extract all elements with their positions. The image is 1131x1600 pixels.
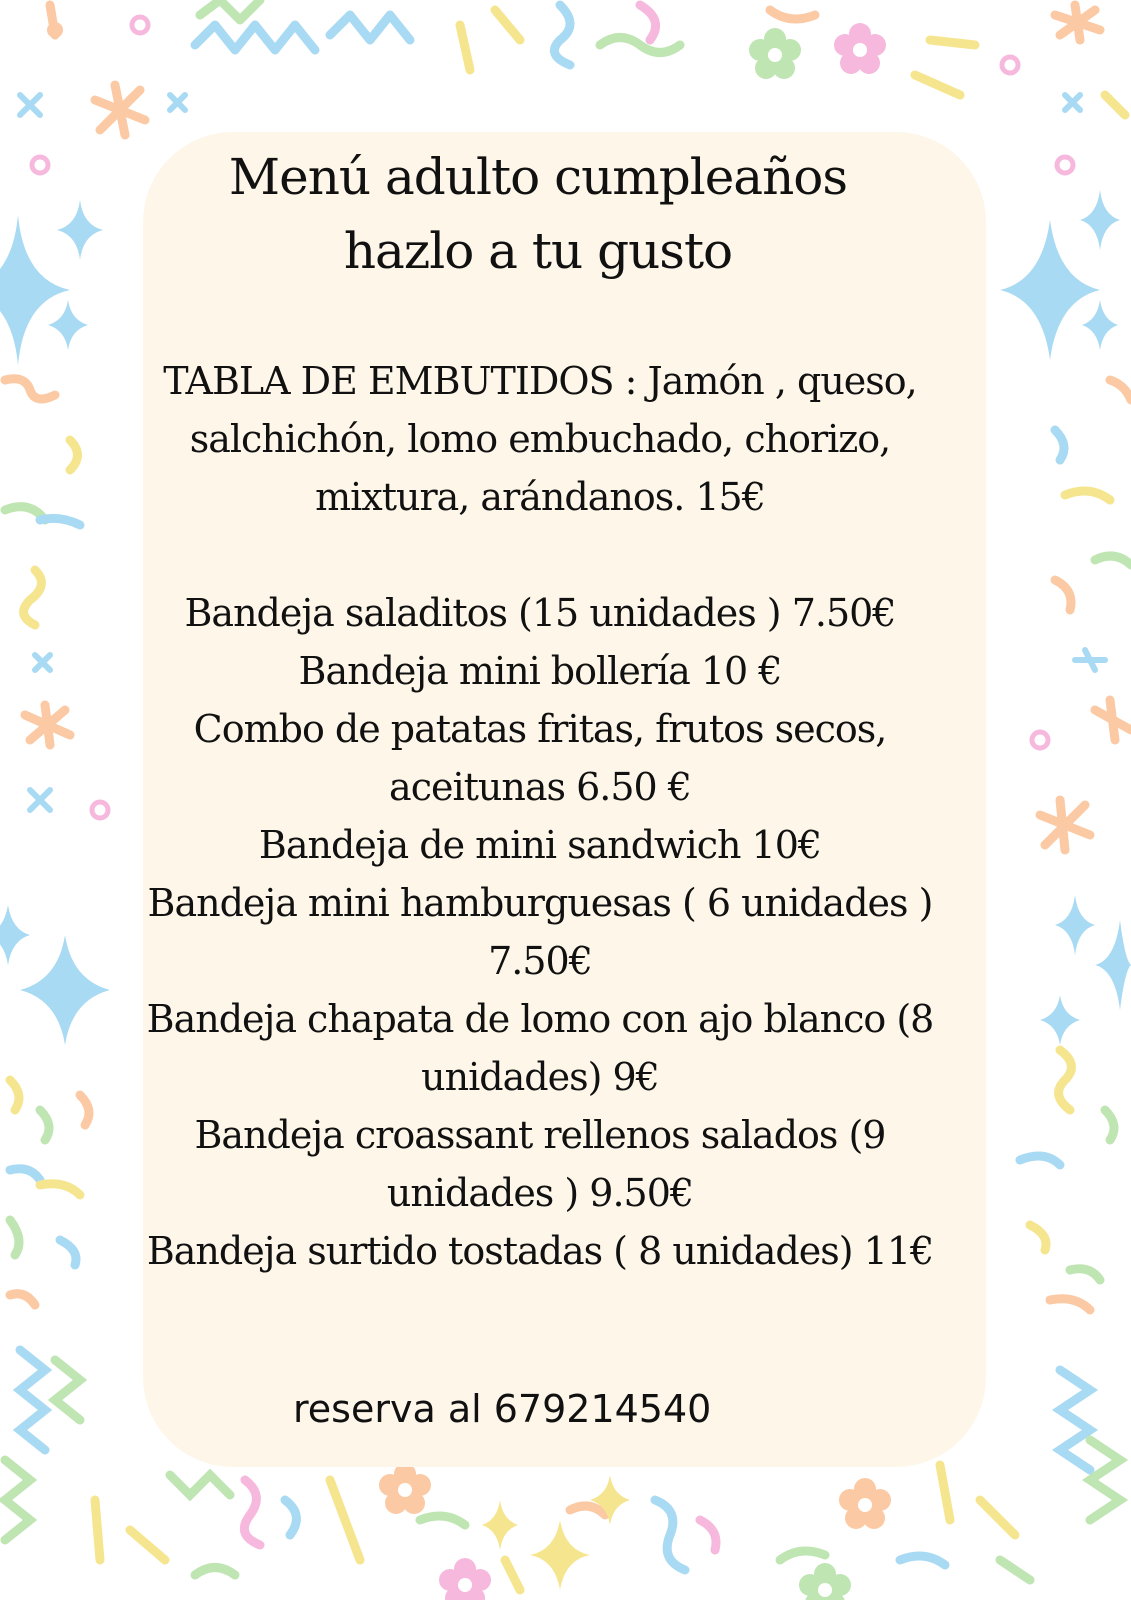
menu-title xyxy=(143,140,933,288)
menu-item-line: Bandeja mini bollería 10 € xyxy=(298,649,782,693)
menu-item-line: Bandeja surtido tostadas ( 8 unidades) 11€ xyxy=(146,1229,934,1273)
menu-item-line: Combo de patatas fritas, frutos secos, xyxy=(193,707,887,751)
tabla-line: mixtura, arándanos. 15€ xyxy=(315,475,765,519)
title-line: Menú adulto cumpleaños xyxy=(228,148,848,206)
menu-item-line: Bandeja de mini sandwich 10€ xyxy=(258,823,822,867)
menu-item-line: Bandeja mini hamburguesas ( 6 unidades ) xyxy=(147,881,933,925)
confetti-top-flowers xyxy=(132,17,1018,79)
menu-item-line: Bandeja chapata de lomo con ajo blanco (8 xyxy=(146,997,934,1041)
subtitle-line: hazlo a tu gusto xyxy=(343,222,733,280)
tabla-embutidos-section xyxy=(120,352,960,526)
reservation-phone: reserva al 679214540 xyxy=(293,1387,712,1431)
confetti-right xyxy=(1020,5,1131,1520)
tabla-line: TABLA DE EMBUTIDOS : Jamón , queso, xyxy=(163,359,917,403)
menu-item-line: unidades ) 9.50€ xyxy=(386,1171,694,1215)
menu-item-line: Bandeja saladitos (15 unidades ) 7.50€ xyxy=(184,591,896,635)
menu-item-line: unidades) 9€ xyxy=(421,1055,659,1099)
menu-item-line: Bandeja croassant rellenos salados (9 xyxy=(194,1113,886,1157)
confetti-right-sparkles xyxy=(1000,157,1131,1045)
menu-items-list xyxy=(120,584,960,1280)
menu-item-line: aceitunas 6.50 € xyxy=(389,765,691,809)
tabla-line: salchichón, lomo embuchado, chorizo, xyxy=(189,417,891,461)
confetti-bottom-flowers xyxy=(195,1463,891,1600)
confetti-left-sparkles xyxy=(0,22,110,1045)
menu-item-line: 7.50€ xyxy=(488,939,592,983)
